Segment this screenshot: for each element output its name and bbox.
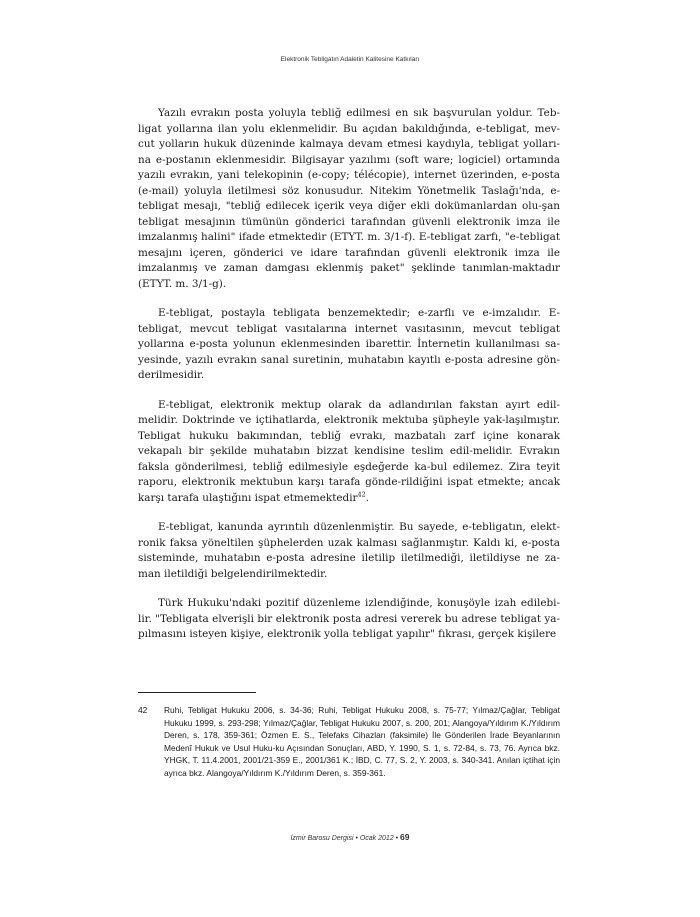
paragraph-3: E-tebligat, elektronik mektup olarak da adlandırılan fakstan ayırt edil-melidir. Doktrinde ve içtihatlarda, elektronik mektuba şüpheyle yak-laşılmıştır. Tebligat hukuku bakımından, tebliğ evrakı, mazbatalı zarf içine konarak vekapalı bir şekilde muhatabın bizzat kendisine teslim edil-melidir. Evrakın faksla gönderilmesi, tebliğ edilmesiyle eşdeğerde ka-bul edilemez. Zira teyit raporu, elektronik mektubun karşı tarafa gönde-rildiğini ispat etmekte; ancak karşı tarafa ulaştığını ispat etmemektedir$^{42}$. — [138, 398, 560, 504]
footnote-reference[interactable]: 42 — [357, 490, 366, 499]
footnote — [138, 704, 560, 780]
paragraph-1: Yazılı evrakın posta yoluyla tebliğ edilmesi en sık başvurulan yoldur. Teb-ligat yollarına ilan yolu eklenmelidir. Bu açıdan bakıldığında, e-tebligat, mev-cut yolların hukuk düzeninde kalmaya devam etmesi kaydıyla, tebligat yolları-na e-postanın eklenmesidir. Bilgisayar yazılımı (soft ware; logiciel) ortamında yazılı evrakın, yani telekopinin (e-copy; télécopie), internet üzerinden, e-posta (e-mail) yoluyla iletilmesi söz konusudur. Nitekim Yönetmelik Taslağı'nda, e-tebligat mesajı, "tebliğ edilecek içerik veya diğer ekli dokümanlardan olu-şan tebligat mesajının tümünün gönderici tarafından güvenli elektronik imza ile imzalanmış halini" ifade etmektedir (ETYT. m. 3/1-f). E-tebligat zarfı, "e-tebligat mesajını içeren, gönderici ve idare tarafından güvenli elektronik imza ile imzalanmış ve zaman damgası eklenmiş paket" şeklinde tanımlan-maktadır (ETYT. m. 3/1-g). — [138, 107, 560, 290]
running-header: Elektronik Tebligatın Adaletin Kalitesine Katkıları — [280, 56, 420, 63]
paragraph-4: E-tebligat, kanunda ayrıntılı düzenlenmiştir. Bu sayede, e-tebligatın, elekt-ronik faksa yöneltilen şüphelerden uzak kalması sağlanmıştır. Kaldı ki, e-posta sisteminde, muhatabın e-posta adresine iletilip iletilmediği, iletildiyse ne za-man iletildiği belgelendirilmektedir. — [138, 521, 560, 580]
page-number: 69 — [400, 832, 410, 842]
paragraph-5: Türk Hukuku'ndaki pozitif düzenleme izlendiğinde, konuşöyle izah edilebi-lir. "Tebligata elverişli bir elektronik posta adresi vererek bu adrese tebligat ya-pılmasını isteyen kişiye, elektronik yolla tebligat yapılır" fıkrası, gerçek kişilere — [138, 597, 560, 640]
journal-citation: İzmir Barosu Dergisi • Ocak 2012 • — [290, 835, 399, 842]
paragraph-3-text: E-tebligat, elektronik mektup olarak da adlandırılan fakstan ayırt edil-melidir. Doktrinde ve içtihatlarda, elektronik mektuba şüpheyle yak-laşılmıştır. Tebligat hukuku bakımından, tebliğ evrakı, mazbatalı zarf içine konarak vekapalı bir şekilde muhatabın bizzat kendisine teslim edil-melidir. Evrakın faksla gönderilmesi, tebliğ edilmesiyle eşdeğerde ka-bul edilemez. Zira teyit raporu, elektronik mektubun karşı tarafa gönde-rildiğini ispat etmekte; ancak karşı tarafa ulaştığını ispat etmemektedir — [138, 398, 560, 504]
footnote-separator — [138, 692, 256, 693]
footnote-number: 42 — [138, 705, 148, 715]
main-body — [138, 106, 560, 657]
page-footer — [0, 832, 700, 842]
footnote-text: Ruhi, Tebligat Hukuku 2006, s. 34-36; Ruhi, Tebligat Hukuku 2008, s. 75-77; Yılmaz/Çağlar, Tebligat Hukuku 1999, s. 293-298; Yılmaz/Çağlar, Tebligat Hukuku 2007, s. 200, 201; Alangoya/Yıldırım K./Yıldırım Deren, s. 178, 359-361; Özmen E. S., Telefaks Cihazları (faksimile) İle Gönderilen İrade Beyanlarının Medenî Hukuk ve Usul Huku-ku Açısından Sonuçları, ABD, Y. 1990, S. 1, s. 72-84, s. 73, 76. Ayrıca bkz. YHGK, T. 11.4.2001, 2001/21-359 E., 2001/361 K.; İBD, C. 77, S. 2, Y. 2003, s. 340-341. Anılan içtihat için ayrıca bkz. Alangoya/Yıldırım K./Yıldırım Deren, s. 359-361. — [164, 705, 560, 778]
paragraph-2: E-tebligat, postayla tebligata benzemektedir; e-zarflı ve e-imzalıdır. E-tebligat, mevcut tebligat vasıtalarına internet vasıtasının, mevcut tebligat yollarına e-posta yolunun eklenmesinden ibarettir. İnternetin kullanılması sa-yesinde, yazılı evrakın sanal suretinin, muhatabın kayıtlı e-posta adresine gön-derilmesidir. — [138, 307, 560, 381]
